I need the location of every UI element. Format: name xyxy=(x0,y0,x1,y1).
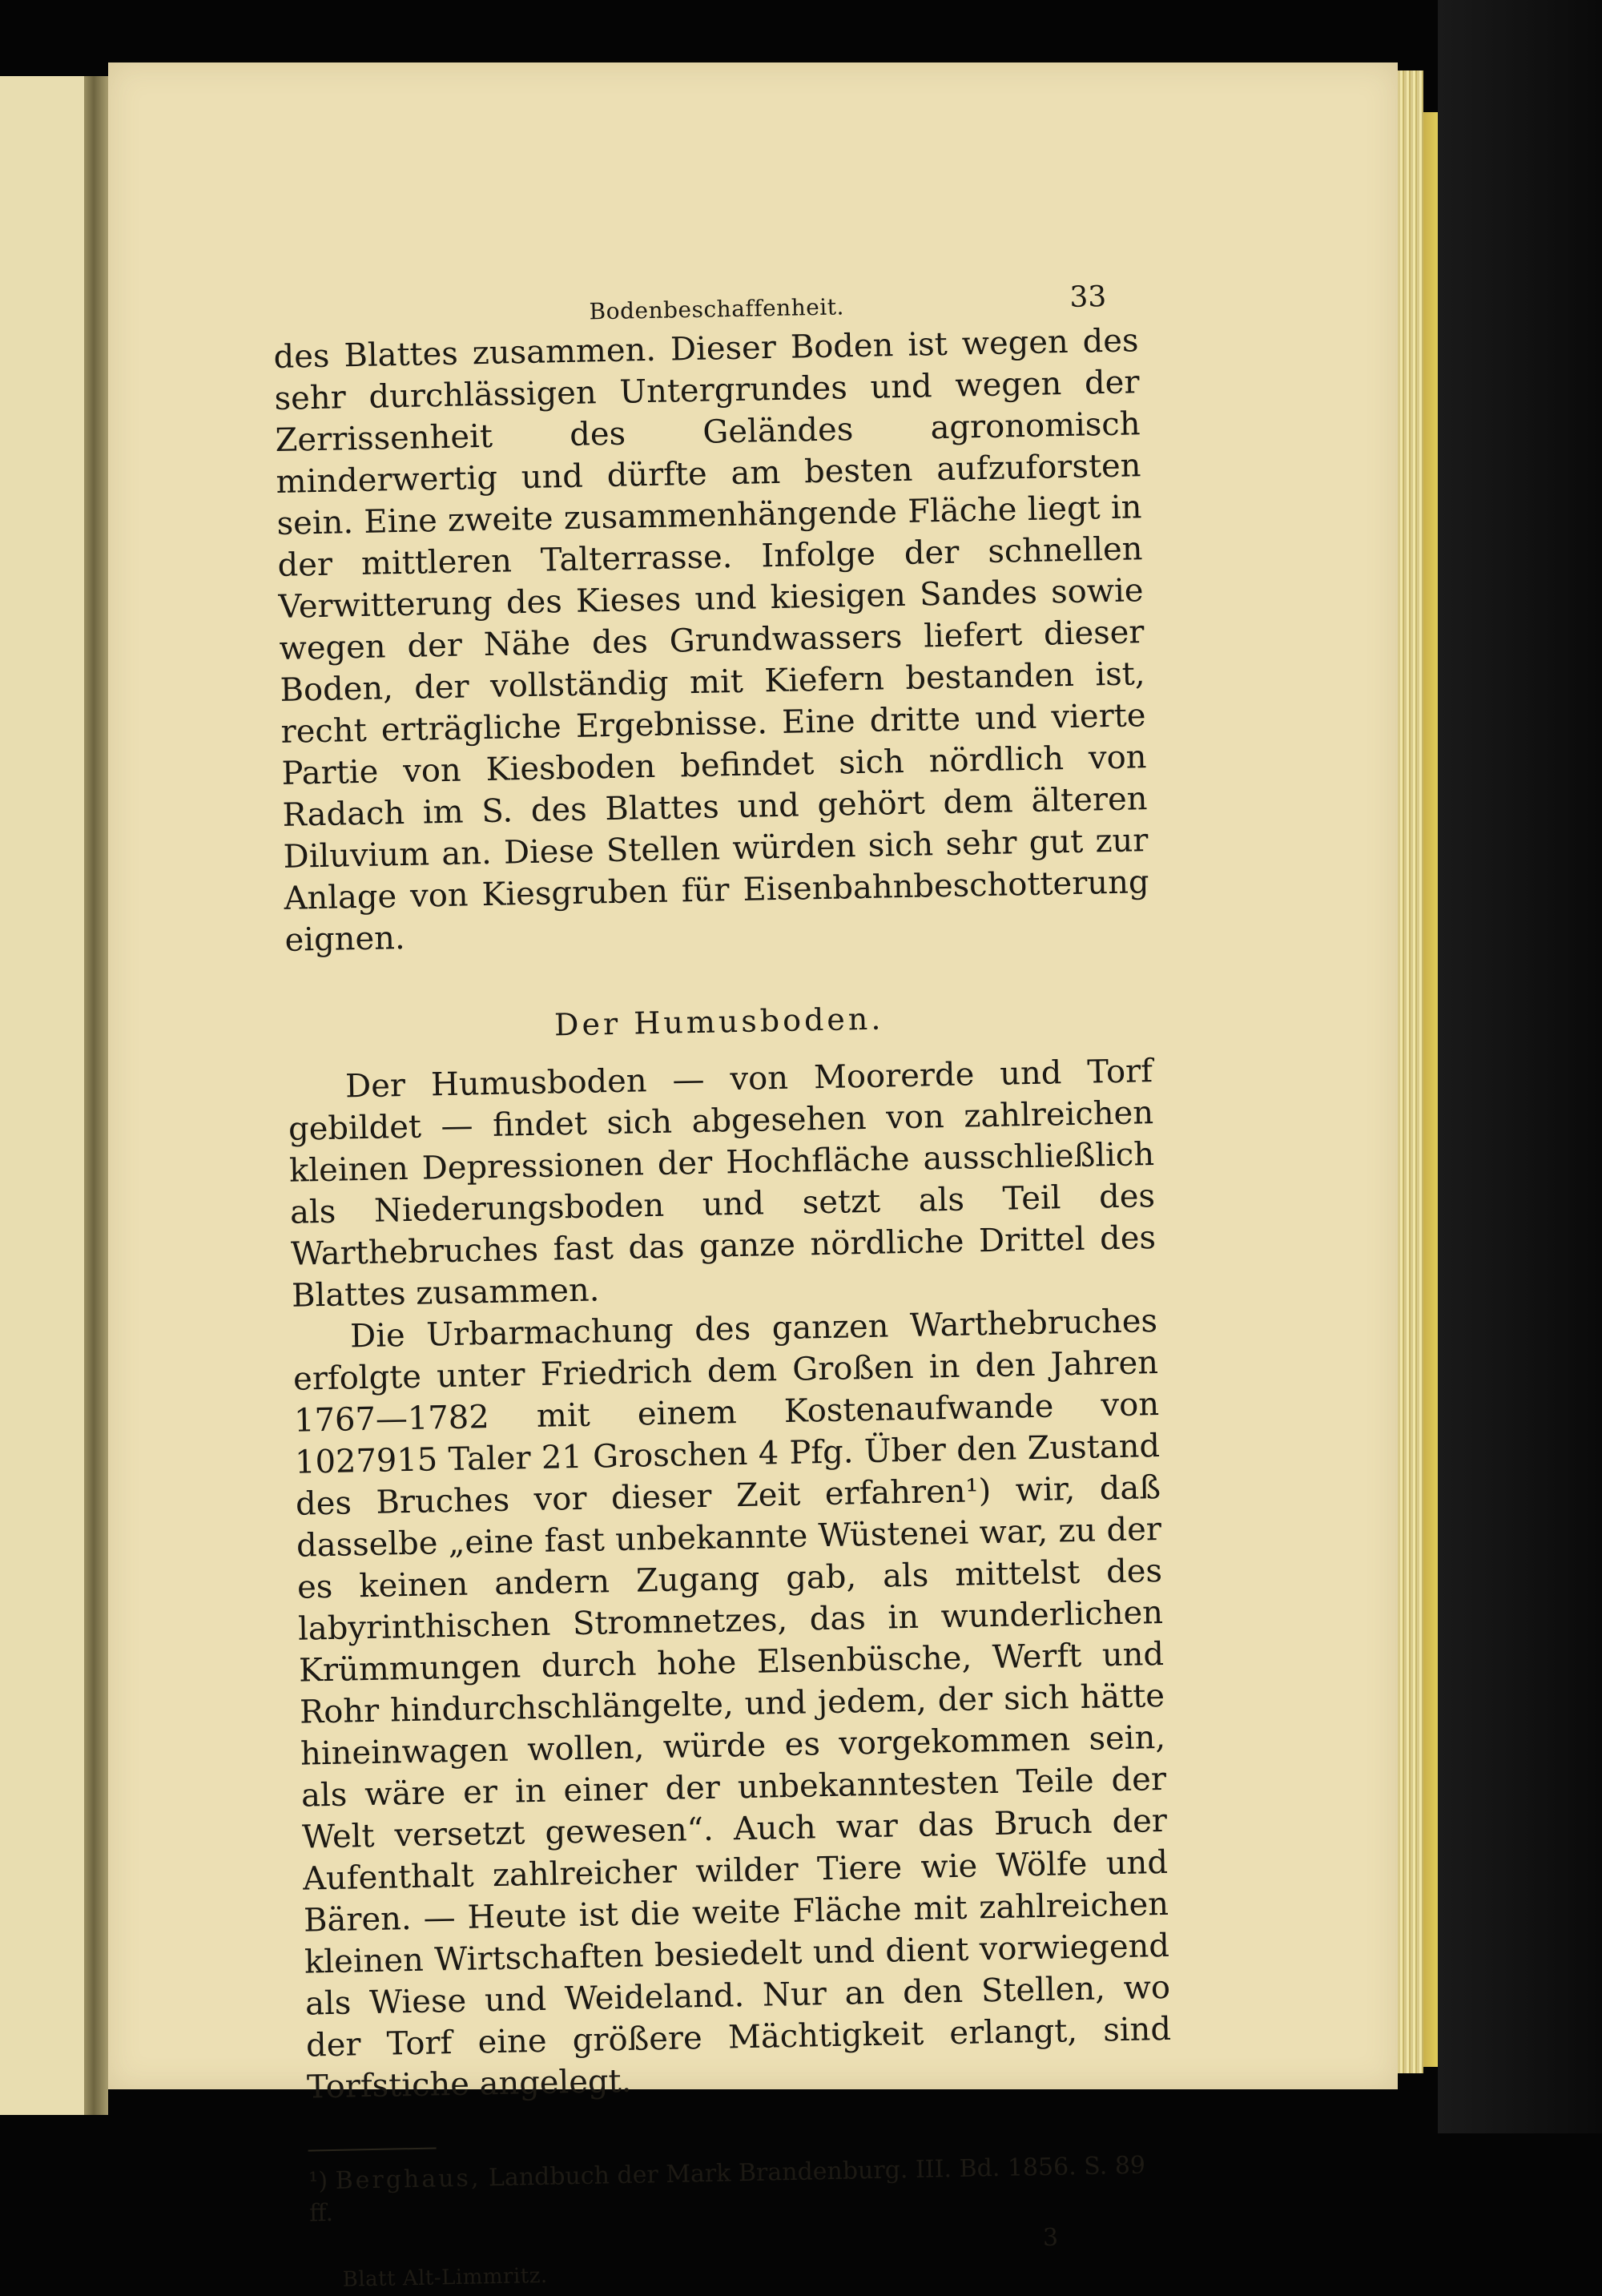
book-cover xyxy=(1438,0,1602,2133)
gilt-page-edge xyxy=(1423,112,1438,2067)
section-heading: Der Humusboden. xyxy=(553,1001,884,1043)
book-gutter xyxy=(84,76,108,2115)
signature-mark: 3 xyxy=(1042,2223,1059,2252)
page-number: 33 xyxy=(1069,280,1107,314)
running-title: Bodenbeschaffenheit. xyxy=(589,293,845,325)
page-text-block xyxy=(272,272,1176,2295)
footnote-text: Landbuch der Mark Brandenburg. III. Bd. 1856. S. 89 ff. xyxy=(308,2151,1146,2228)
footnote xyxy=(308,2149,1174,2230)
left-page-edge xyxy=(0,76,87,2115)
footnote-author: Berghaus, xyxy=(335,2164,481,2195)
page-stack-edges xyxy=(1398,70,1423,2073)
footnote-marker: ¹) xyxy=(308,2167,328,2196)
signature-label: Blatt Alt-Limmritz. xyxy=(342,2263,548,2292)
paragraph-urbarmachung: Die Urbarmachung des ganzen Warthebruches erfolgte unter Friedrich dem Großen in den Jahren 1767—1782 mit einem Kostenaufwande von 1027915 Taler 21 Groschen 4 Pfg. Über den Zustand des Bruches vor dieser Zeit erfahren¹) wir, daß dasselbe „eine fast unbekannte Wüstenei war, zu der es keinen andern Zugang gab, als mittelst des labyrinthischen Stromnetzes, das in wunderlichen Krümmungen durch hohe Elsenbüsche, Werft und Rohr hindurchschlängelte, und jedem, der sich hätte hineinwagen wollen, würde es vorgekommen sein, als wäre er in einer der unbekanntesten Teile der Welt versetzt gewesen“. Auch war das Bruch der Aufenthalt zahlreicher wilder Tiere wie Wölfe und Bären. — Heute ist die weite Fläche mit zahlreichen kleinen Wirtschaften besiedelt und dient vorwiegend als Wiese und Weideland. Nur an den Stellen, wo der Torf eine größere Mächtigkeit erlangt, sind Torfstiche angelegt. xyxy=(292,1303,1172,2106)
paragraph-kiesboden: des Blattes zusammen. Dieser Boden ist wegen des sehr durchlässigen Untergrundes und wegen der Zerrissenheit des Geländes agronomisch minderwertig und dürfte am besten aufzuforsten sein. Eine zweite zusammenhängende Fläche liegt in der mittleren Talterrasse. Infolge der schnellen Verwitterung des Kieses und kiesigen Sandes sowie wegen der Nähe des Grundwassers liefert dieser Boden, der vollständig mit Kiefern bestanden ist, recht erträgliche Ergebnisse. Eine dritte und vierte Partie von Kiesboden befindet sich nördlich von Radach im S. des Blattes und gehört dem älteren Diluvium an. Diese Stellen würden sich sehr gut zur Anlage von Kiesgruben für Eisenbahnbeschotterung eignen. xyxy=(273,322,1149,959)
paragraph-humusboden: Der Humusboden — von Moorerde und Torf gebildet — findet sich abgesehen von zahlreichen kleinen Depressionen der Hochfläche ausschließlich als Niederungsboden und setzt als Teil des Warthebruches fast das ganze nördliche Drittel des Blattes zusammen. xyxy=(288,1053,1157,1315)
footnote-rule xyxy=(308,2148,437,2152)
signature-row xyxy=(310,2221,1176,2296)
